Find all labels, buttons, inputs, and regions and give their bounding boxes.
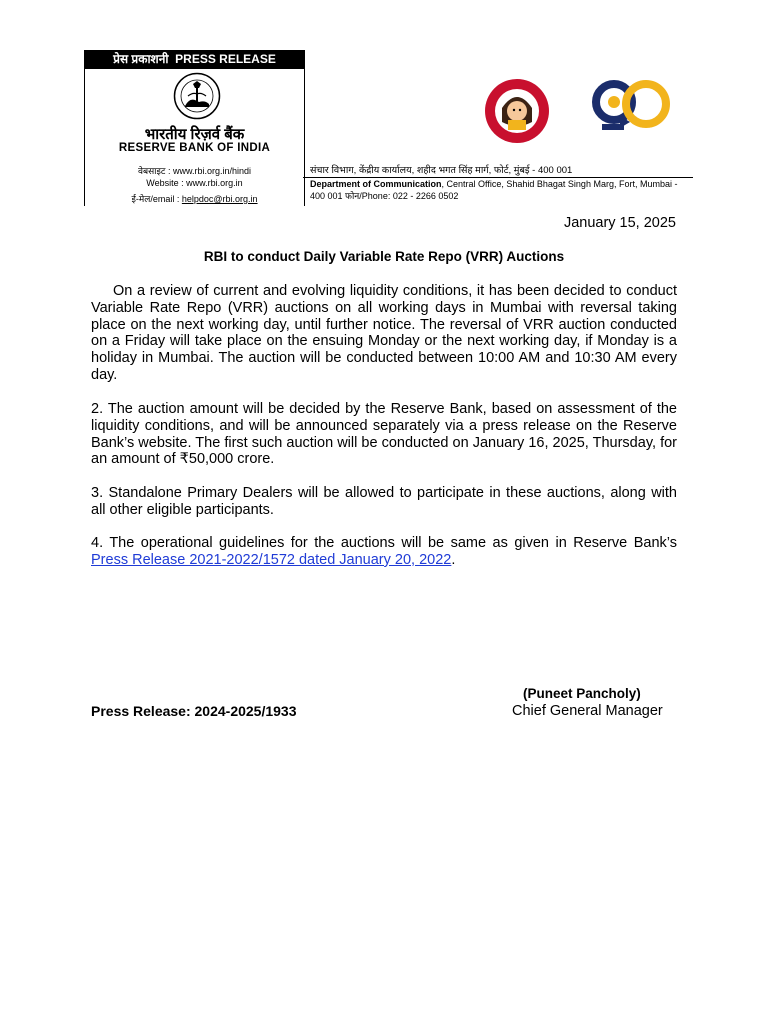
paragraph-4: 4. The operational guidelines for the auctions will be same as given in Reserve Bank’s Press Release 2021-2022/1572 dated January 20, 2022. bbox=[91, 535, 677, 568]
bank-name-english: RESERVE BANK OF INDIA bbox=[118, 142, 271, 154]
signatory-name: (Puneet Pancholy) bbox=[523, 686, 641, 701]
paragraph-1: On a review of current and evolving liquidity conditions, it has been decided to conduct Variable Rate Repo (VRR) auctions on all working days in Mumbai with reversal taking place on the next working day, until further notice. The reversal of VRR auction conducted on a Friday will take place on the ensuing Monday or the next working day, if Monday is a holiday in Mumbai. The auction will be conducted between 10:00 AM and 10:30 AM every day. bbox=[91, 283, 677, 383]
rbi-seal-icon bbox=[173, 72, 221, 120]
website-link[interactable]: www.rbi.org.in bbox=[186, 178, 243, 188]
beti-bachao-logo-icon bbox=[484, 78, 550, 144]
press-release-number: Press Release: 2024-2025/1933 bbox=[91, 703, 297, 719]
press-release-link[interactable]: Press Release 2021-2022/1572 dated January 20, 2022 bbox=[91, 551, 452, 568]
press-release-label-hi: प्रेस प्रकाशनी bbox=[113, 52, 169, 66]
paragraph-2: 2. The auction amount will be decided by the Reserve Bank, based on assessment of the liquidity conditions, and will be announced separately via a press release on the Reserve Bank’s website. The first such auction will be conducted on January 16, 2025, Thursday, for an amount of ₹50,000 crore. bbox=[91, 401, 677, 468]
signatory-designation: Chief General Manager bbox=[512, 703, 663, 719]
rbi-90-years-logo-icon bbox=[590, 78, 674, 144]
email-link[interactable]: helpdoc@rbi.org.in bbox=[181, 194, 258, 204]
address-english: Department of Communication, Central Office, Shahid Bhagat Singh Marg, Fort, Mumbai - 400 001 फोन/Phone: 022 - 2266 0502 bbox=[310, 179, 678, 201]
release-date: January 15, 2025 bbox=[563, 215, 676, 231]
website-line: Website : www.rbi.org.in bbox=[146, 178, 243, 188]
press-release-banner bbox=[84, 50, 305, 69]
press-release-label-en: PRESS RELEASE bbox=[175, 52, 276, 66]
website-hindi-link[interactable]: www.rbi.org.in/hindi bbox=[172, 166, 252, 176]
bank-name-hindi: भारतीय रिज़र्व बैंक bbox=[144, 126, 245, 143]
document-title: RBI to conduct Daily Variable Rate Repo (VRR) Auctions bbox=[203, 249, 565, 264]
paragraph-3: 3. Standalone Primary Dealers will be allowed to participate in these auctions, along with all other eligible participants. bbox=[91, 485, 677, 518]
website-hindi-line: वेबसाइट : www.rbi.org.in/hindi bbox=[137, 166, 252, 176]
address-hindi: संचार विभाग, केंद्रीय कार्यालय, शहीद भगत सिंह मार्ग, फोर्ट, मुंबई - 400 001 bbox=[310, 165, 573, 176]
email-line: ई-मेल/email : helpdoc@rbi.org.in bbox=[131, 194, 258, 204]
